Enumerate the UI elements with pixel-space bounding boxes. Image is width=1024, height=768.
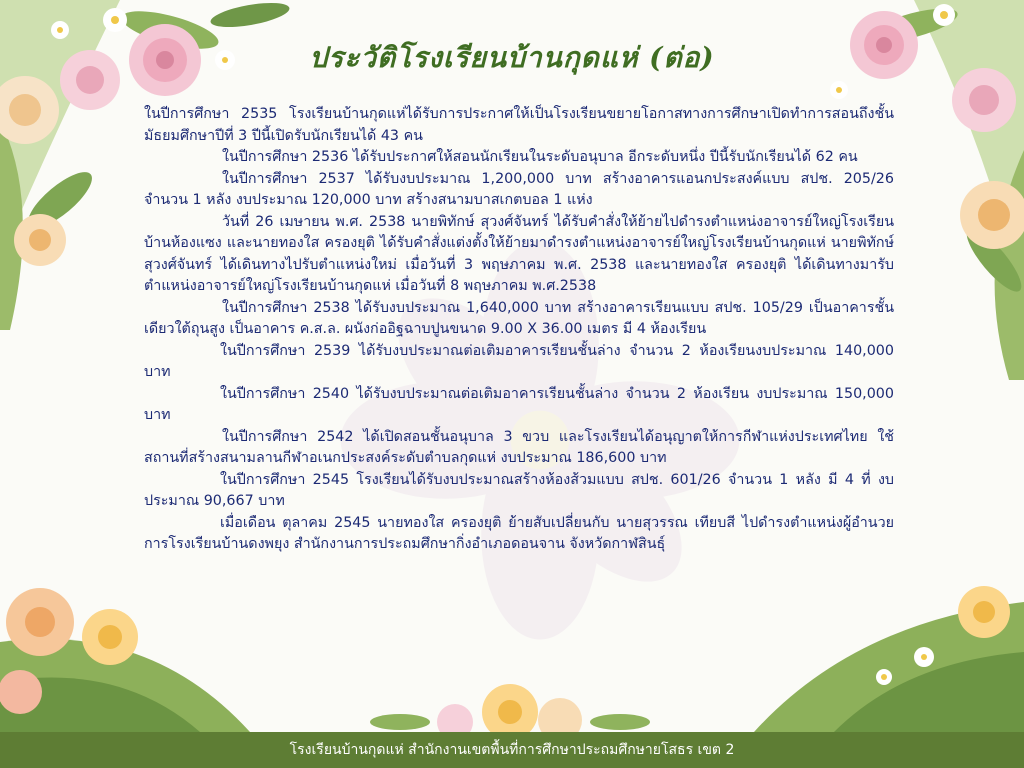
paragraph-2537: ในปีการศึกษา 2537 ได้รับงบประมาณ 1,200,000 บาท สร้างอาคารแอนกประสงค์แบบ สปช. 205/26 จำนวน 1 หลัง งบประมาณ 120,000 บาท สร้างสนามบาสเกตบอล 1 แห่ง bbox=[144, 170, 894, 208]
paragraph-2538-building: ในปีการศึกษา 2538 ได้รับงบประมาณ 1,640,000 บาท สร้างอาคารเรียนแบบ สปช. 105/29 เป็นอาคารชั้นเดียวใต้ถุนสูง เป็นอาคาร ค.ส.ล. ผนังก่ออิฐฉาบปูนขนาด 9.00 X 36.00 เมตร มี 4 ห้องเรียน bbox=[144, 299, 894, 337]
paragraph-2542: ในปีการศึกษา 2542 ได้เปิดสอนชั้นอนุบาล 3 ขวบ และโรงเรียนได้อนุญาตให้การกีฬาแห่งประเทศไทย ใช้สถานที่สร้างสนามลานกีฬาอเนกประสงค์ระดับตำบลกุดแห่ งบประมาณ 186,600 บาท bbox=[144, 428, 894, 466]
flower-border-bottom-middle bbox=[360, 672, 660, 732]
page-title: ประวัติโรงเรียนบ้านกุดแห่ (ต่อ) bbox=[309, 41, 715, 74]
paragraph-2538-staff: วันที่ 26 เมษายน พ.ศ. 2538 นายพิทักษ์ สุวงศ์จันทร์ ได้รับคำสั่งให้ย้ายไปดำรงตำแหน่งอาจารย์ใหญ่โรงเรียนบ้านห้องแซง และนายทองใส ครองยุติ ได้รับคำสั่งแต่งตั้งให้ย้ายมาดำรงตำแหน่งอาจารย์ใหญ่โรงเรียนบ้านกุดแห่ นายพิทักษ์ สุวงศ์จันทร์ ได้เดินทางไปรับตำแหน่งใหม่ เมื่อวันที่ 3 พฤษภาคม พ.ศ. 2538 และนายทองใส ครองยุติ ได้เดินทางมารับตำแหน่งอาจารย์ใหญ่โรงเรียนบ้านกุดแห่ เมื่อวันที่ 8 พฤษภาคม พ.ศ.2538 bbox=[144, 213, 894, 294]
history-content bbox=[144, 104, 894, 556]
paragraph-2535: ในปีการศึกษา 2535 โรงเรียนบ้านกุดแห่ได้รับการประกาศให้เป็นโรงเรียนขยายโอกาสทางการศึกษาเปิดทำการสอนถึงชั้นมัธยมศึกษาปีที่ 3 ปีนี้เปิดรับนักเรียนได้ 43 คน bbox=[144, 106, 894, 144]
flower-border-bottom-right bbox=[604, 582, 1024, 732]
paragraph-2540: ในปีการศึกษา 2540 ได้รับงบประมาณต่อเติมอาคารเรียนชั้นล่าง จำนวน 2 ห้องเรียน งบประมาณ 150,000 บาท bbox=[144, 385, 894, 423]
paragraph-2545-transfer: เมื่อเดือน ตุลาคม 2545 นายทองใส ครองยุติ ย้ายสับเปลี่ยนกับ นายสุวรรณ เทียบสี ไปดำรงตำแหน่งผู้อำนวยการโรงเรียนบ้านดงพยุง สำนักงานการประถมศึกษากิ่งอำเภอดอนจาน จังหวัดกาฬสินธุ์ bbox=[144, 514, 894, 552]
paragraph-2545: ในปีการศึกษา 2545 โรงเรียนได้รับงบประมาณสร้างห้องส้วมแบบ สปช. 601/26 จำนวน 1 หลัง มี 4 ที่ งบประมาณ 90,667 บาท bbox=[144, 471, 894, 509]
paragraph-2536: ในปีการศึกษา 2536 ได้รับประกาศให้สอนนักเรียนในระดับอนุบาล อีกระดับหนึ่ง ปีนี้รับนักเรียนได้ 62 คน bbox=[222, 149, 858, 165]
footer-bar: โรงเรียนบ้านกุดแห่ สำนักงานเขตพื้นที่การศึกษาประถมศึกษายโสธร เขต 2 bbox=[0, 732, 1024, 768]
paragraph-2539: ในปีการศึกษา 2539 ได้รับงบประมาณต่อเติมอาคารเรียนชั้นล่าง จำนวน 2 ห้องเรียนงบประมาณ 140,000 บาท bbox=[144, 342, 894, 380]
flower-border-bottom-left bbox=[0, 582, 360, 732]
